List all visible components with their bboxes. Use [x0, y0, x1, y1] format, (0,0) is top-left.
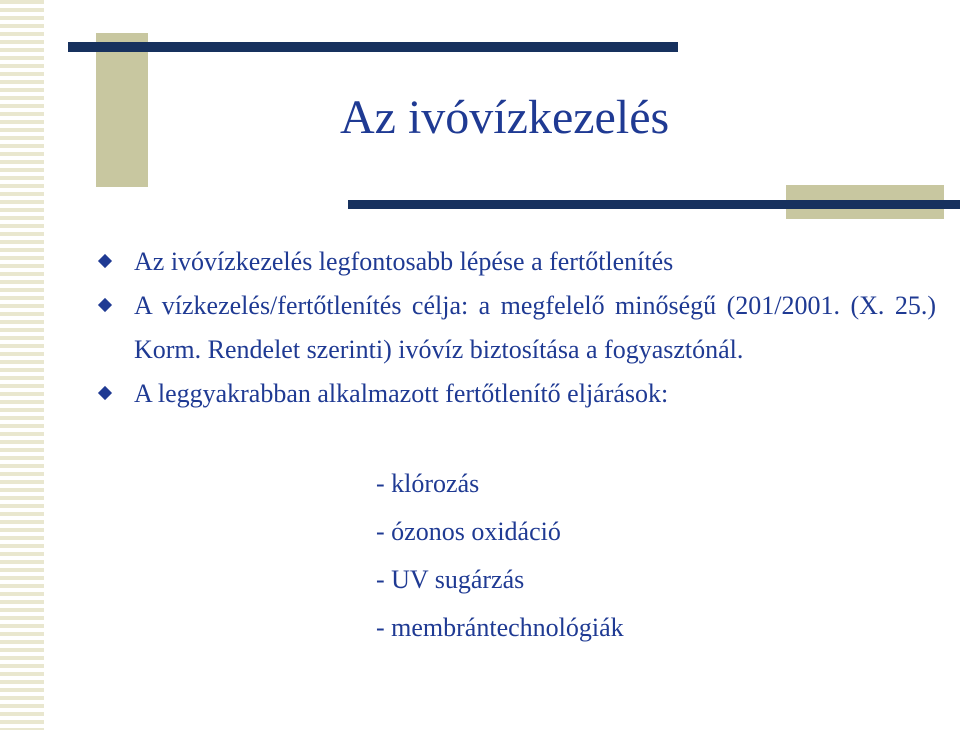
bullet-item	[94, 372, 936, 416]
bullet-text: A leggyakrabban alkalmazott fertőtlenítő eljárások:	[134, 379, 669, 408]
decorative-stripes	[0, 0, 44, 730]
method-item-ozone-oxidation: - ózonos oxidáció	[376, 517, 561, 546]
diamond-bullet-icon	[98, 254, 112, 268]
method-item-membrane-technology: - membrántechnológiák	[376, 613, 624, 642]
bullet-item	[94, 284, 936, 372]
decorative-top-bar	[68, 42, 678, 52]
method-item-uv-radiation: - UV sugárzás	[376, 565, 525, 594]
bullet-text: Az ivóvízkezelés legfontosabb lépése a fertőtlenítés	[134, 247, 674, 276]
bullet-item	[94, 240, 936, 284]
diamond-bullet-icon	[98, 298, 112, 312]
decorative-olive-block	[96, 33, 148, 187]
bullet-text: A vízkezelés/fertőtlenítés célja: a megfelelő minőségű (201/2001. (X. 25.) Korm. Rendelet szerinti) ivóvíz biztosítása a fogyasztónál.	[134, 291, 936, 364]
disinfection-methods-list	[376, 460, 624, 652]
slide-title: Az ivóvízkezelés	[340, 91, 670, 144]
decorative-title-underline	[348, 200, 960, 209]
bullet-list	[94, 240, 936, 416]
method-item-chlorination: - klórozás	[376, 469, 480, 498]
diamond-bullet-icon	[98, 386, 112, 400]
